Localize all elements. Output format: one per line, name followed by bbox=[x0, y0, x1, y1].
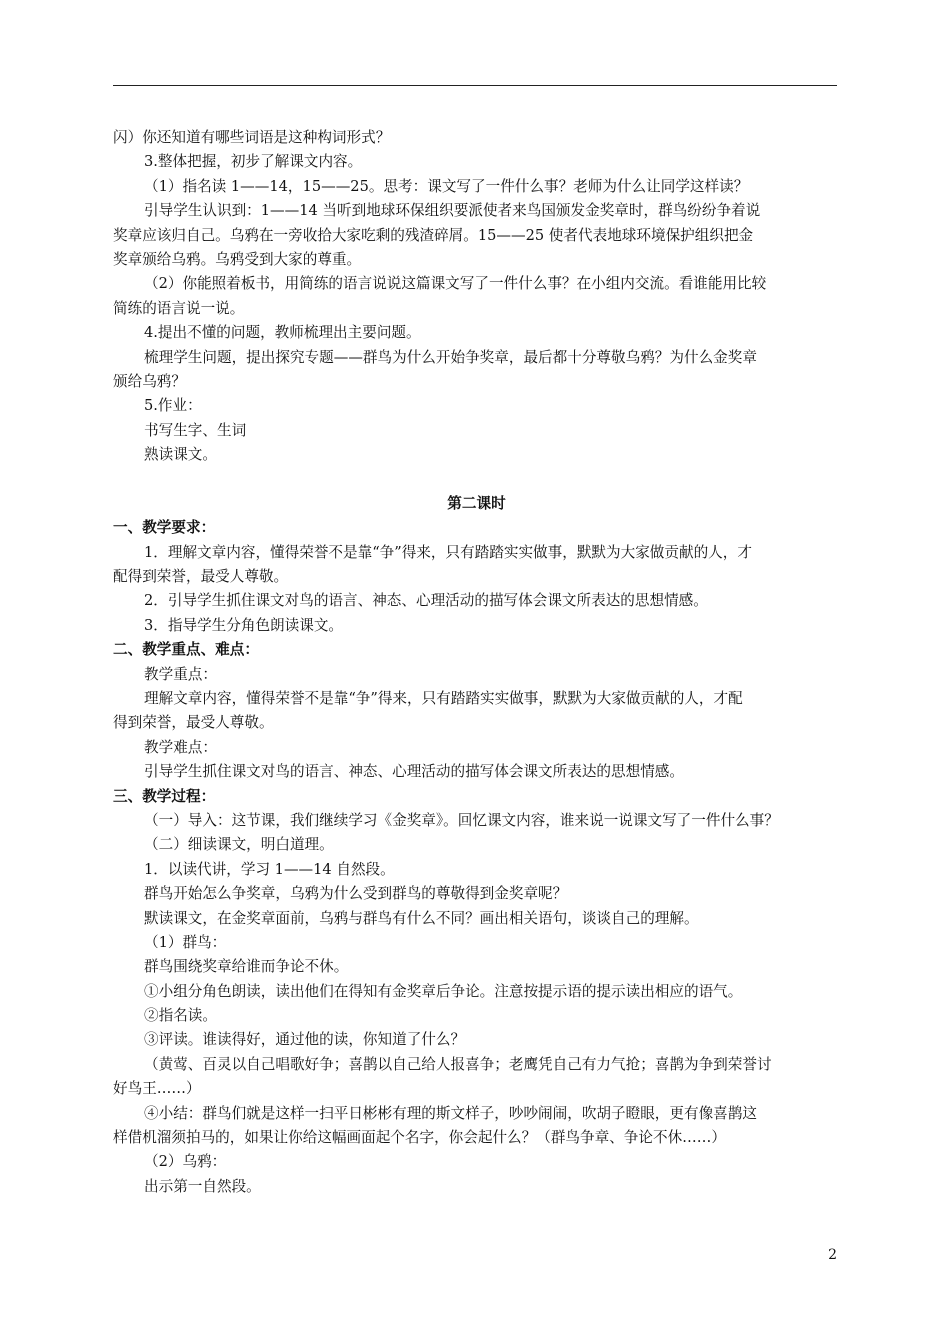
text-line: 引导学生认识到：1——14 当听到地球环保组织要派使者来鸟国颁发金奖章时，群鸟纷纷争着说 bbox=[144, 202, 761, 220]
text-line: 奖章应该归自己。乌鸦在一旁收拾大家吃剩的残渣碎屑。15——25 使者代表地球环境保护组织把金 bbox=[113, 226, 754, 244]
text-line: 群鸟开始怎么争奖章，乌鸦为什么受到群鸟的尊敬得到金奖章呢？ bbox=[144, 885, 568, 903]
text-line: 样借机溜须拍马的，如果让你给这幅画面起个名字，你会起什么？（群鸟争章、争论不休……） bbox=[113, 1129, 726, 1147]
text-line: 配得到荣誉，最受人尊敬。 bbox=[113, 568, 289, 586]
page-number: 2 bbox=[828, 1247, 837, 1263]
section-heading: 三、教学过程： bbox=[113, 787, 216, 805]
text-line: （1）群鸟： bbox=[144, 933, 227, 951]
text-line: 熟读课文。 bbox=[144, 446, 217, 464]
section-heading: 二、教学重点、难点： bbox=[113, 641, 259, 659]
text-line: （2）你能照着板书，用简练的语言说说这篇课文写了一件什么事？在小组内交流。看谁能用比较 bbox=[144, 275, 767, 293]
text-line: 2．引导学生抓住课文对鸟的语言、神态、心理活动的描写体会课文所表达的思想情感。 bbox=[144, 592, 708, 610]
text-line: 引导学生抓住课文对鸟的语言、神态、心理活动的描写体会课文所表达的思想情感。 bbox=[144, 763, 684, 781]
text-line: 颁给乌鸦？ bbox=[113, 372, 186, 390]
section-title: 第二课时 bbox=[447, 494, 506, 512]
text-line: 好鸟王……） bbox=[113, 1080, 201, 1098]
text-line: 教学重点： bbox=[144, 665, 217, 683]
section-heading: 一、教学要求： bbox=[113, 519, 216, 537]
text-line: 奖章颁给乌鸦。乌鸦受到大家的尊重。 bbox=[113, 250, 362, 268]
document-body bbox=[113, 126, 840, 1199]
text-line: ③评读。谁读得好，通过他的读，你知道了什么？ bbox=[144, 1031, 466, 1049]
text-line: （2）乌鸦： bbox=[144, 1153, 227, 1171]
text-line: 3.整体把握，初步了解课文内容。 bbox=[144, 153, 363, 171]
text-line: 闪）你还知道有哪些词语是这种构词形式？ bbox=[113, 129, 391, 146]
text-line: （二）细读课文，明白道理。 bbox=[144, 836, 334, 854]
text-line: 5.作业： bbox=[144, 397, 202, 415]
text-line: ①小组分角色朗读，读出他们在得知有金奖章后争论。注意按提示语的提示读出相应的语气。 bbox=[144, 982, 743, 1000]
text-line: 1．以读代讲，学习 1——14 自然段。 bbox=[144, 860, 395, 878]
text-line: ④小结：群鸟们就是这样一扫平日彬彬有理的斯文样子，吵吵闹闹，吹胡子瞪眼，更有像喜鹊这 bbox=[144, 1104, 757, 1122]
text-line: 简练的语言说一说。 bbox=[113, 299, 245, 317]
text-line: ②指名读。 bbox=[144, 1007, 217, 1025]
text-line: 1．理解文章内容，懂得荣誉不是靠“争”得来，只有踏踏实实做事，默默为大家做贡献的人，才 bbox=[144, 543, 752, 561]
text-line: 理解文章内容，懂得荣誉不是靠“争”得来，只有踏踏实实做事，默默为大家做贡献的人，才配 bbox=[144, 689, 743, 707]
text-line: 梳理学生问题，提出探究专题——群鸟为什么开始争奖章，最后都十分尊敬乌鸦？为什么金奖章 bbox=[144, 348, 757, 366]
text-line: 群鸟围绕奖章给谁而争论不休。 bbox=[144, 958, 349, 976]
text-line: 3．指导学生分角色朗读课文。 bbox=[144, 616, 344, 634]
text-line: 4.提出不懂的问题，教师梳理出主要问题。 bbox=[144, 324, 421, 342]
text-line: 出示第一自然段。 bbox=[144, 1177, 261, 1195]
blank-line bbox=[113, 467, 840, 491]
text-line: 书写生字、生词 bbox=[144, 421, 247, 439]
header-rule bbox=[113, 85, 837, 86]
text-line: （一）导入：这节课，我们继续学习《金奖章》。回忆课文内容，谁来说一说课文写了一件什么事？ bbox=[144, 811, 779, 829]
text-line: （黄莺、百灵以自己唱歌好争；喜鹊以自己给人报喜争；老鹰凭自己有力气抢；喜鹊为争到荣誉讨 bbox=[144, 1055, 772, 1073]
text-line: （1）指名读 1——14，15——25。思考：课文写了一件什么事？老师为什么让同学这样读？ bbox=[144, 177, 749, 195]
text-line: 教学难点： bbox=[144, 738, 217, 756]
text-line: 默读课文，在金奖章面前，乌鸦与群鸟有什么不同？画出相关语句，谈谈自己的理解。 bbox=[144, 909, 699, 927]
text-line: 得到荣誉，最受人尊敬。 bbox=[113, 714, 274, 732]
